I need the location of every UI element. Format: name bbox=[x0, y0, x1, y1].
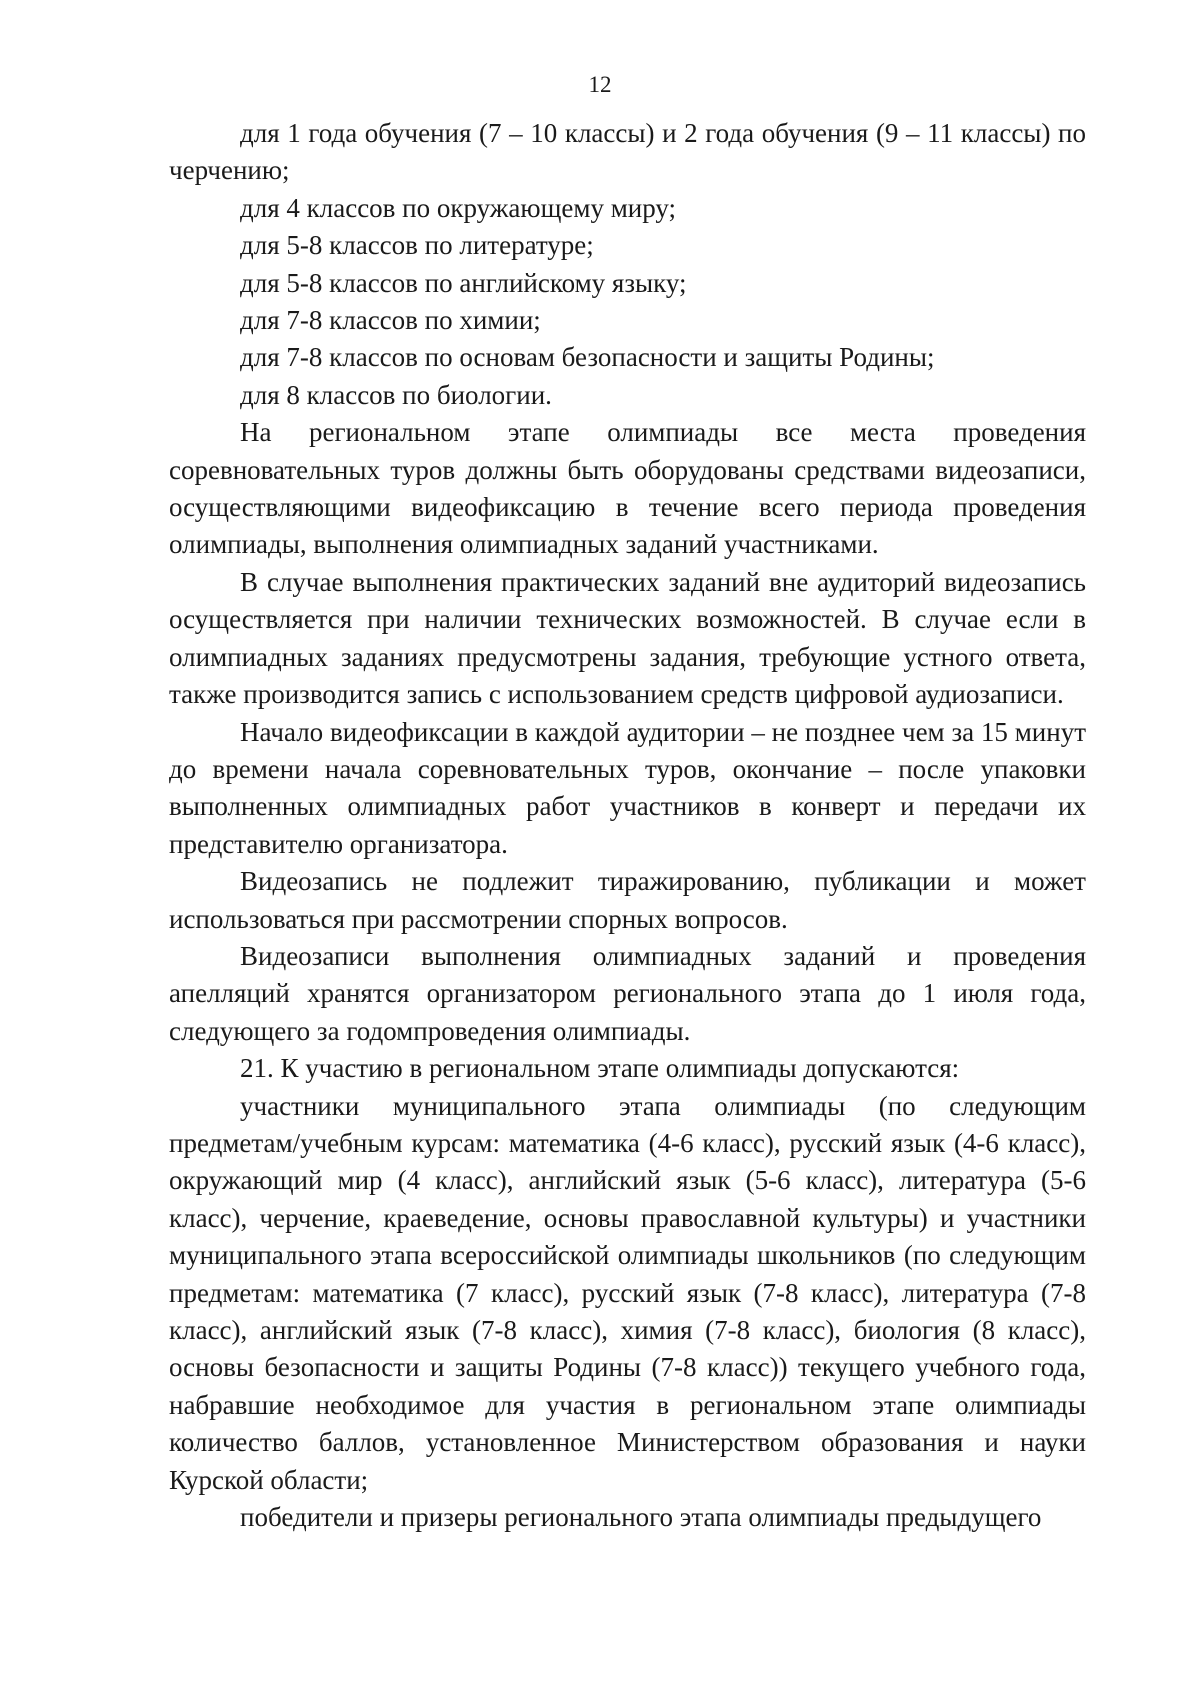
paragraph-practical-tasks: В случае выполнения практических заданий вне аудиторий видеозапись осуществляется при наличии технических возможностей. В случае если в олимпиадных заданиях предусмотрены задания, требующие устного ответа, также производится запись с использованием средств цифровой аудиозаписи. bbox=[169, 566, 1086, 710]
paragraph-previous-winners: победители и призеры регионального этапа олимпиады предыдущего bbox=[240, 1502, 1042, 1533]
document-body bbox=[169, 115, 1086, 1536]
paragraph-municipal-participants: участники муниципального этапа олимпиады (по следующим предметам/учебным курсам: математика (4-6 класс), русский язык (4-6 класс), окружающий мир (4 класс), английский язык (5-6 класс), литература (5-6 класс), черчение, краеведение, основы православной культуры) и участники муниципального этапа всероссийской олимпиады школьников (по следующим предметам: математика (7 класс), русский язык (7-8 класс), литература (7-8 класс), английский язык (7-8 класс), химия (7-8 класс), биология (8 класс), основы безопасности и защиты Родины (7-8 класс)) текущего учебного года, набравшие необходимое для участия в региональном этапе олимпиады количество баллов, установленное Министерством образования и науки Курской области; bbox=[169, 1090, 1086, 1495]
list-item-english: для 5-8 классов по английскому языку; bbox=[240, 267, 687, 298]
list-item-chemistry: для 7-8 классов по химии; bbox=[240, 305, 541, 336]
paragraph-video-start: Начало видеофиксации в каждой аудитории – не позднее чем за 15 минут до времени начала соревновательных туров, окончание – после упаковки выполненных олимпиадных работ участников в конверт и передачи их представителю организатора. bbox=[169, 716, 1086, 859]
clause-21-heading: 21. К участию в региональном этапе олимпиады допускаются: bbox=[240, 1053, 960, 1084]
list-item-world-around: для 4 классов по окружающему миру; bbox=[240, 192, 677, 223]
paragraph-video-equipment: На региональном этапе олимпиады все места проведения соревновательных туров должны быть оборудованы средствами видеозаписи, осуществляющими видеофиксацию в течение всего периода проведения олимпиады, выполнения олимпиадных заданий участниками. bbox=[169, 417, 1086, 560]
page-number: 12 bbox=[588, 72, 612, 97]
list-item-literature: для 5-8 классов по литературе; bbox=[240, 230, 594, 261]
list-item-biology: для 8 классов по биологии. bbox=[240, 379, 552, 410]
list-item-drawing: для 1 года обучения (7 – 10 классы) и 2 года обучения (9 – 11 классы) по черчению; bbox=[169, 118, 1086, 186]
paragraph-video-restrictions: Видеозапись не подлежит тиражированию, публикации и может использоваться при рассмотрении спорных вопросов. bbox=[169, 866, 1086, 934]
list-item-safety: для 7-8 классов по основам безопасности и защиты Родины; bbox=[240, 342, 935, 373]
paragraph-video-storage: Видеозаписи выполнения олимпиадных заданий и проведения апелляций хранятся организатором регионального этапа до 1 июля года, следующего за годомпроведения олимпиады. bbox=[169, 940, 1086, 1046]
